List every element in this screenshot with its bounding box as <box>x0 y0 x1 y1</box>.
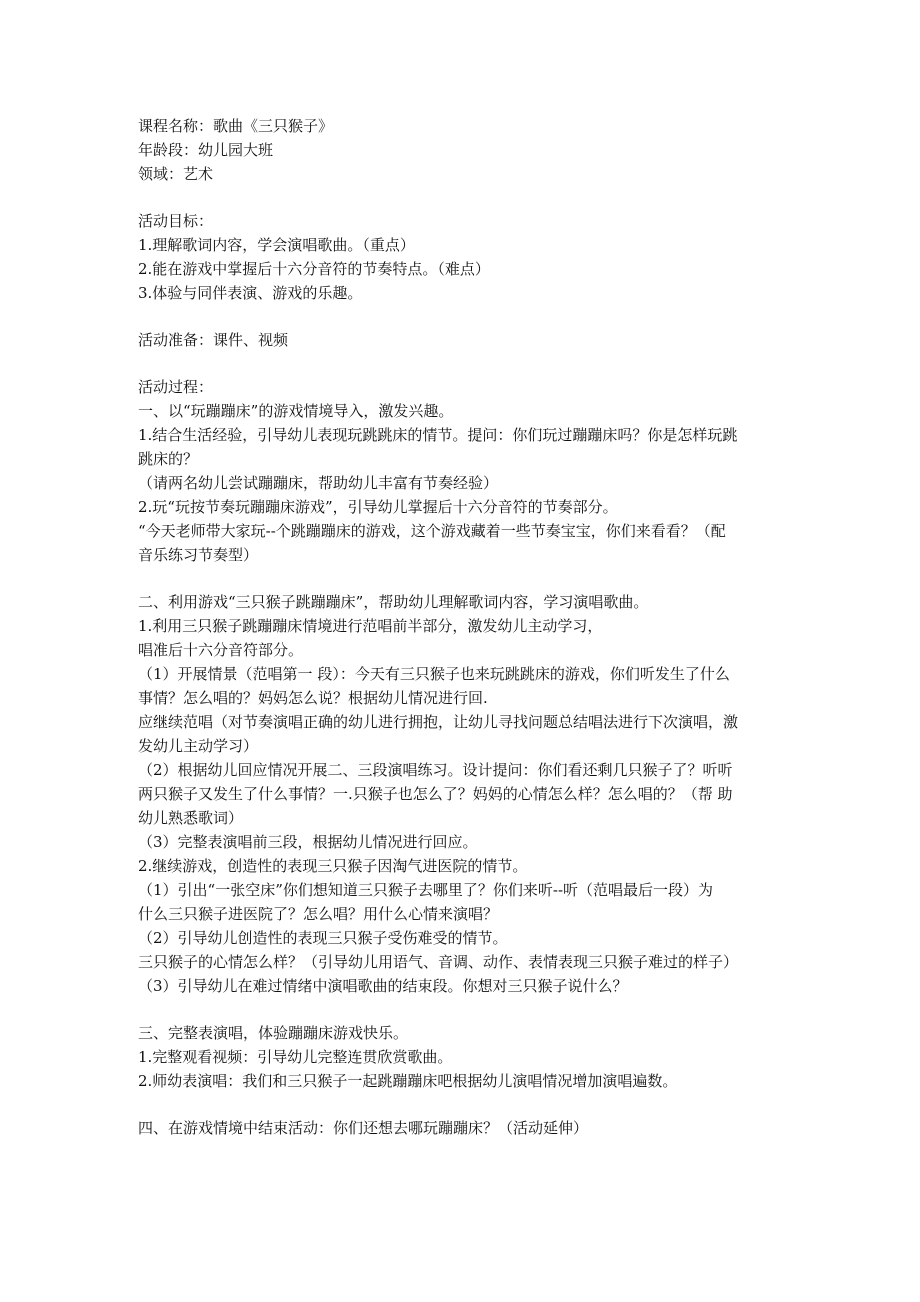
text-line: 年龄段：幼儿园大班 <box>138 141 274 159</box>
text-line: 2.继续游戏，创造性的表现三只猴子因淘气进医院的情节。 <box>138 857 528 875</box>
blank-line <box>138 567 788 590</box>
text-line: （2）根据幼儿回应情况开展二、三段演唱练习。设计提问：你们看还剩几只猴子了？听听 <box>138 761 733 779</box>
text-line: 四、在游戏情境中结束活动：你们还想去哪玩蹦蹦床？（活动延伸） <box>138 1119 589 1137</box>
blank-line <box>138 352 788 375</box>
text-line: 课程名称：歌曲《三只猴子》 <box>138 117 334 135</box>
text-line: 幼儿熟悉歌词） <box>138 809 244 827</box>
text-line: 1.结合生活经验，引导幼儿表现玩跳跳床的情节。提问：你们玩过蹦蹦床吗？你是怎样玩跳 <box>138 426 738 444</box>
text-line: 音乐练习节奏型） <box>138 546 259 564</box>
text-line: （1）开展情景（范唱第一 段）：今天有三只猴子也来玩跳跳床的游戏，你们听发生了什么 <box>138 665 730 683</box>
text-line: 一、以“玩蹦蹦床”的游戏情境导入，激发兴趣。 <box>138 402 454 420</box>
text-line: （3）引导幼儿在难过情绪中演唱歌曲的结束段。你想对三只猴子说什么？ <box>138 977 628 995</box>
text-line: 2.玩“玩按节奏玩蹦蹦床游戏”，引导幼儿掌握后十六分音符的节奏部分。 <box>138 498 618 516</box>
text-line: 两只猴子又发生了什么事情？一.只猴子也怎么了？妈妈的心情怎么样？怎么唱的？（帮 助 <box>138 785 733 803</box>
text-line: 应继续范唱（对节奏演唱正确的幼儿进行拥抱，让幼儿寻找问题总结唱法进行下次演唱，激 <box>138 713 739 731</box>
text-line: 三只猴子的心情怎么样？（引导幼儿用语气、音调、动作、表情表现三只猴子难过的样子） <box>138 953 739 971</box>
text-line: 事情？怎么唱的？妈妈怎么说？根据幼儿情况进行回. <box>138 689 488 707</box>
document-body <box>138 114 788 1140</box>
text-line: 1.理解歌词内容，学会演唱歌曲。（重点） <box>138 236 415 254</box>
text-line: （请两名幼儿尝试蹦蹦床，帮助幼儿丰富有节奏经验） <box>138 474 499 492</box>
blank-line <box>138 186 788 209</box>
text-line: （2）引导幼儿创造性的表现三只猴子受伤难受的情节。 <box>138 929 508 947</box>
text-line: 活动准备：课件、视频 <box>138 331 289 349</box>
text-line: 活动目标： <box>138 212 214 230</box>
text-line: 领域：艺术 <box>138 165 214 183</box>
blank-line <box>138 1093 788 1116</box>
text-line: （3）完整表演唱前三段，根据幼儿情况进行回应。 <box>138 833 478 851</box>
text-line: “今天老师带大家玩--个跳蹦蹦床的游戏，这个游戏藏着一些节奏宝宝，你们来看看？（配 <box>138 522 726 540</box>
text-line: 三、完整表演唱，体验蹦蹦床游戏快乐。 <box>138 1024 409 1042</box>
blank-line <box>138 998 788 1021</box>
text-line: 跳床的？ <box>138 450 199 468</box>
text-line: 二、利用游戏“三只猴子跳蹦蹦床”，帮助幼儿理解歌词内容，学习演唱歌曲。 <box>138 593 649 611</box>
text-line: 2.能在游戏中掌握后十六分音符的节奏特点。（难点） <box>138 260 490 278</box>
text-line: 2.师幼表演唱：我们和三只猴子一起跳蹦蹦床吧根据幼儿演唱情况增加演唱遍数。 <box>138 1072 678 1090</box>
text-line: 唱准后十六分音符部分。 <box>138 641 304 659</box>
text-line: 3.体验与同伴表演、游戏的乐趣。 <box>138 284 363 302</box>
blank-line <box>138 305 788 328</box>
text-line: （1）引出“一张空床”你们想知道三只猴子去哪里了？你们来听--听（范唱最后一段）为 <box>138 881 714 899</box>
text-line: 活动过程： <box>138 378 214 396</box>
text-line: 什么三只猴子进医院了？怎么唱？用什么心情来演唱？ <box>138 905 499 923</box>
text-line: 1.利用三只猴子跳蹦蹦床情境进行范唱前半部分，激发幼儿主动学习， <box>138 617 603 635</box>
text-line: 1.完整观看视频：引导幼儿完整连贯欣赏歌曲。 <box>138 1048 453 1066</box>
text-line: 发幼儿主动学习） <box>138 737 259 755</box>
